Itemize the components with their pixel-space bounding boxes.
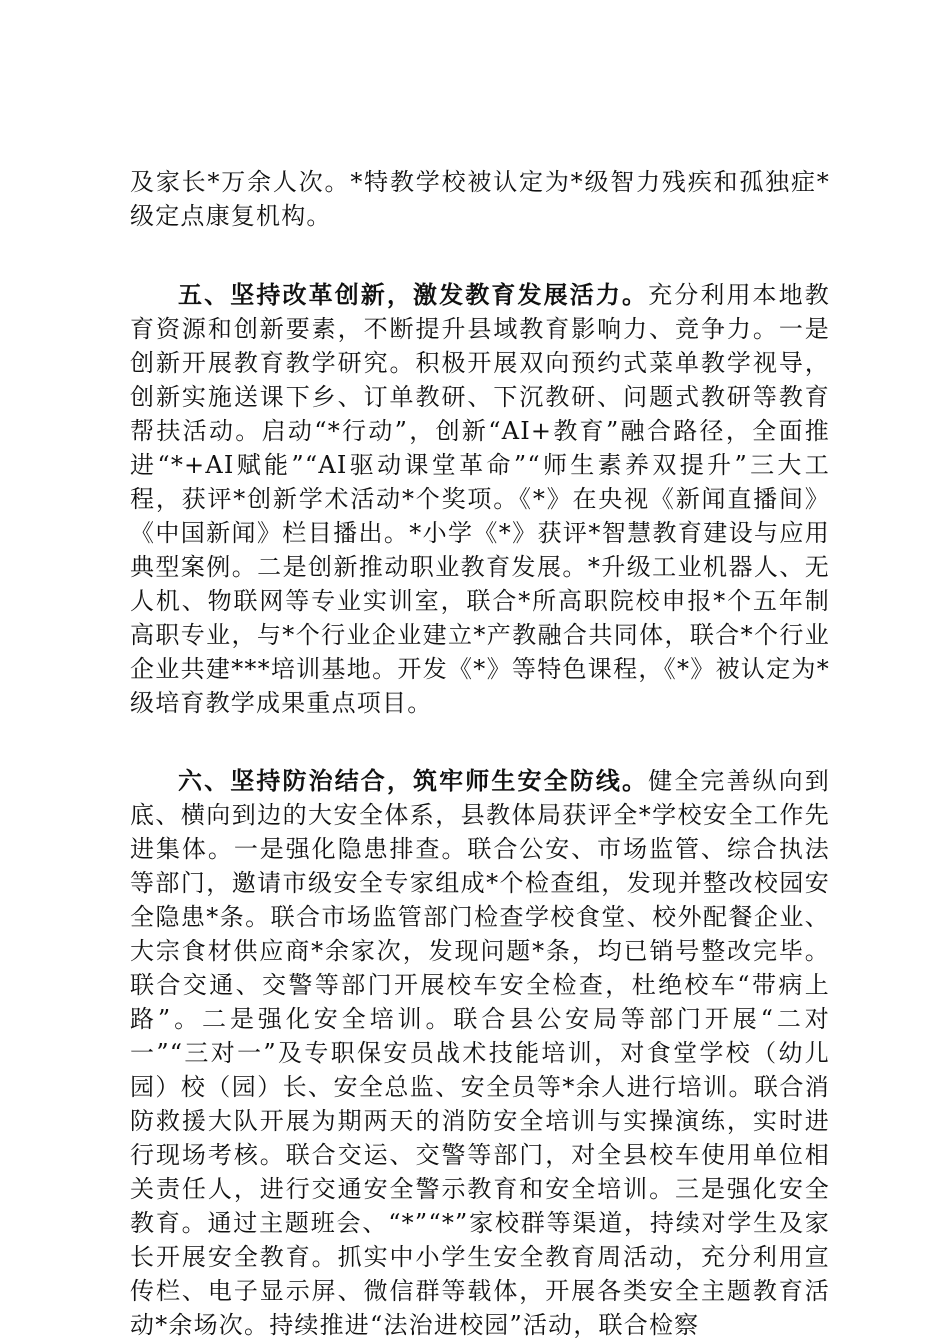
section-heading: 五、坚持改革创新，激发教育发展活力。 (178, 280, 649, 309)
paragraph-body: 及家长*万余人次。*特教学校被认定为*级智力残疾和孤独症*级定点康复机构。 (130, 168, 830, 230)
paragraph-spacer (130, 233, 830, 278)
paragraph-spacer (130, 720, 830, 764)
paragraph-section-five (130, 278, 830, 720)
section-heading: 六、坚持防治结合，筑牢师生安全防线。 (178, 766, 649, 795)
paragraph-body: 健全完善纵向到底、横向到边的大安全体系，县教体局获评全*学校安全工作先进集体。一是强化隐患排查。联合公安、市场监管、综合执法等部门，邀请市级安全专家组成*个检查组，发现并整改校园安全隐患*条。联合市场监管部门检查学校食堂、校外配餐企业、大宗食材供应商*余家次，发现问题*条，均已销号整改完毕。联合交通、交警等部门开展校车安全检查，杜绝校车“带病上路”。二是强化安全培训。联合县公安局等部门开展“二对一”“三对一”及专职保安员战术技能培训，对食堂学校（幼儿园）校（园）长、安全总监、安全员等*余人进行培训。联合消防救援大队开展为期两天的消防安全培训与实操演练，实时进行现场考核。联合交运、交警等部门，对全县校车使用单位相关责任人，进行交通安全警示教育和安全培训。三是强化安全教育。通过主题班会、“*”“*”家校群等渠道，持续对学生及家长开展安全教育。抓实中小学生安全教育周活动，充分利用宣传栏、电子显示屏、微信群等载体，开展各类安全主题教育活动*余场次。持续推进“法治进校园”活动，联合检察 (130, 767, 830, 1339)
paragraph-continuation (130, 165, 830, 233)
document-page (130, 165, 830, 1342)
paragraph-section-six (130, 764, 830, 1342)
paragraph-body: 充分利用本地教育资源和创新要素，不断提升县域教育影响力、竞争力。一是创新开展教育教学研究。积极开展双向预约式菜单教学视导，创新实施送课下乡、订单教研、下沉教研、问题式教研等教育帮扶活动。启动“*行动”，创新“AI+教育”融合路径，全面推进“*+AI赋能”“AI驱动课堂革命”“师生素养双提升”三大工程，获评*创新学术活动*个奖项。《*》在央视《新闻直播间》《中国新闻》栏目播出。*小学《*》获评*智慧教育建设与应用典型案例。二是创新推动职业教育发展。*升级工业机器人、无人机、物联网等专业实训室，联合*所高职院校申报*个五年制高职专业，与*个行业企业建立*产教融合共同体，联合*个行业企业共建***培训基地。开发《*》等特色课程，《*》被认定为*级培育教学成果重点项目。 (130, 281, 830, 717)
